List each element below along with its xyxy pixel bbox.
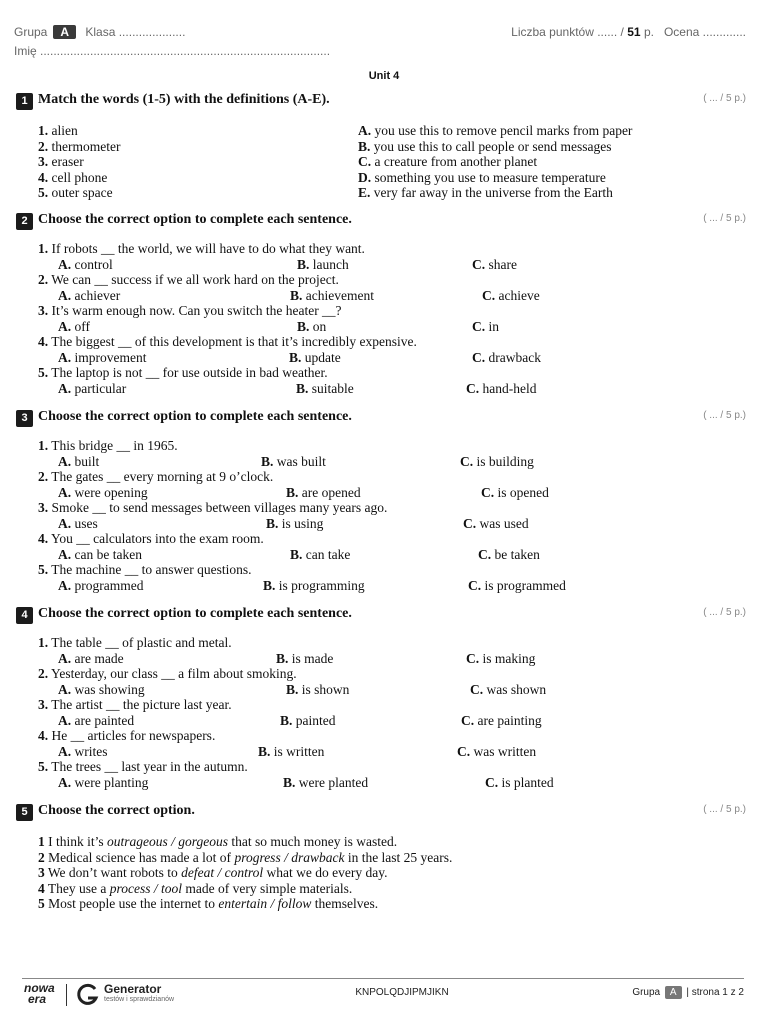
section-title: Choose the correct option. bbox=[38, 803, 195, 818]
question-text: 1. If robots __ the world, we will have to do what they want. bbox=[38, 241, 365, 256]
question bbox=[16, 272, 746, 303]
option-b: B. launch bbox=[297, 257, 349, 272]
option-a: A. uses bbox=[58, 516, 98, 531]
option-a: A. built bbox=[58, 454, 100, 469]
option-c: C. share bbox=[472, 257, 517, 272]
question bbox=[16, 697, 746, 728]
question bbox=[16, 759, 746, 790]
section-3 bbox=[16, 409, 746, 593]
match-definition: E. very far away in the universe from the Earth bbox=[358, 185, 613, 200]
question bbox=[16, 728, 746, 759]
choose-item: 3 We don’t want robots to defeat / control what we do every day. bbox=[38, 865, 388, 880]
section-title: Choose the correct option to complete each sentence. bbox=[38, 212, 352, 227]
question-text: 4. You __ calculators into the exam room. bbox=[38, 531, 264, 546]
question bbox=[16, 365, 746, 396]
match-word: 2. thermometer bbox=[38, 138, 121, 154]
option-c: C. hand-held bbox=[466, 381, 537, 396]
option-c: C. in bbox=[472, 319, 500, 334]
match-word: 1. alien bbox=[38, 123, 78, 138]
section-number: 2 bbox=[16, 213, 33, 230]
match-word: 5. outer space bbox=[38, 185, 113, 200]
section-points: ( ... / 5 p.) bbox=[703, 93, 746, 104]
option-a: A. improvement bbox=[58, 350, 147, 365]
option-a: A. are made bbox=[58, 651, 124, 666]
section-header bbox=[16, 212, 746, 230]
option-c: C. was written bbox=[457, 744, 537, 759]
option-b: B. were planted bbox=[283, 775, 369, 790]
question bbox=[16, 334, 746, 365]
option-c: C. are painting bbox=[461, 713, 542, 728]
page-indicator: Grupa A | strona 1 z 2 bbox=[632, 987, 744, 998]
option-b: B. achievement bbox=[290, 288, 374, 303]
section-header bbox=[16, 803, 746, 821]
option-b: B. was built bbox=[261, 454, 326, 469]
option-b: B. are opened bbox=[286, 485, 361, 500]
question-text: 1. The table __ of plastic and metal. bbox=[38, 635, 232, 650]
question-text: 2. The gates __ every morning at 9 o’clock. bbox=[38, 469, 274, 484]
option-c: C. be taken bbox=[478, 547, 540, 562]
question bbox=[16, 241, 746, 272]
section-1 bbox=[16, 92, 746, 201]
section-header bbox=[16, 409, 746, 427]
grade-label: Ocena ............. bbox=[663, 25, 746, 39]
question bbox=[16, 531, 746, 562]
generator-logo-text: Generator testów i sprawdzianów bbox=[104, 982, 175, 1003]
option-a: A. was showing bbox=[58, 682, 145, 697]
section-number: 3 bbox=[16, 410, 33, 427]
question-text: 5. The machine __ to answer questions. bbox=[38, 562, 252, 577]
choose-item: 4 They use a process / tool made of very simple materials. bbox=[38, 880, 353, 896]
group-label: Grupa bbox=[14, 25, 48, 39]
option-b: B. is shown bbox=[286, 682, 350, 697]
question bbox=[16, 635, 746, 666]
question bbox=[16, 469, 746, 500]
option-c: C. is programmed bbox=[468, 578, 566, 593]
match-definition: D. something you use to measure temperature bbox=[358, 169, 606, 185]
question-list bbox=[16, 635, 746, 790]
page-group-badge: A bbox=[665, 986, 682, 999]
question-text: 4. The biggest __ of this development is that it’s incredibly expensive. bbox=[38, 334, 417, 349]
match-row bbox=[16, 123, 746, 139]
option-b: B. is using bbox=[266, 516, 324, 531]
option-b: B. on bbox=[297, 319, 327, 334]
option-a: A. can be taken bbox=[58, 547, 142, 562]
nowa-era-logo: nowa era bbox=[24, 981, 55, 1006]
option-b: B. is programming bbox=[263, 578, 365, 593]
option-a: A. off bbox=[58, 319, 90, 334]
section-points: ( ... / 5 p.) bbox=[703, 410, 746, 421]
question-text: 5. The laptop is not __ for use outside in bad weather. bbox=[38, 365, 328, 380]
option-b: B. suitable bbox=[296, 381, 354, 396]
section-title: Match the words (1-5) with the definitions (A-E). bbox=[38, 92, 330, 107]
header-group-class bbox=[14, 25, 185, 39]
choose-item: 5 Most people use the internet to entertain / follow themselves. bbox=[38, 896, 379, 911]
section-points: ( ... / 5 p.) bbox=[703, 804, 746, 815]
question-list bbox=[16, 241, 746, 396]
option-c: C. was used bbox=[463, 516, 529, 531]
option-a: A. writes bbox=[58, 744, 108, 759]
match-definition: B. you use this to call people or send messages bbox=[358, 138, 612, 154]
option-a: A. particular bbox=[58, 381, 127, 396]
match-list bbox=[16, 123, 746, 201]
question bbox=[16, 303, 746, 334]
question bbox=[16, 562, 746, 593]
option-c: C. is building bbox=[460, 454, 534, 469]
question-text: 1. This bridge __ in 1965. bbox=[38, 438, 178, 453]
question-text: 2. We can __ success if we all work hard on the project. bbox=[38, 272, 339, 287]
match-row bbox=[16, 185, 746, 201]
choose-item: 1 I think it’s outrageous / gorgeous that so much money is wasted. bbox=[38, 834, 398, 849]
match-row bbox=[16, 170, 746, 186]
question-text: 3. Smoke __ to send messages between villages many years ago. bbox=[38, 500, 388, 515]
section-number: 5 bbox=[16, 804, 33, 821]
option-b: B. can take bbox=[290, 547, 351, 562]
section-5 bbox=[16, 803, 746, 912]
question bbox=[16, 666, 746, 697]
option-a: A. were planting bbox=[58, 775, 149, 790]
option-b: B. update bbox=[289, 350, 341, 365]
match-word: 4. cell phone bbox=[38, 169, 108, 185]
question-text: 2. Yesterday, our class __ a film about smoking. bbox=[38, 666, 297, 681]
document-code: KNPOLQDJIPMJIKN bbox=[355, 987, 449, 998]
option-b: B. painted bbox=[280, 713, 336, 728]
question-text: 3. It’s warm enough now. Can you switch the heater __? bbox=[38, 303, 342, 318]
match-row bbox=[16, 139, 746, 155]
choose-item: 2 Medical science has made a lot of progress / drawback in the last 25 years. bbox=[38, 849, 453, 865]
class-label: Klasa .................... bbox=[85, 25, 186, 39]
option-b: B. is made bbox=[276, 651, 334, 666]
option-c: C. was shown bbox=[470, 682, 547, 697]
footer-divider bbox=[22, 978, 744, 979]
question bbox=[16, 500, 746, 531]
option-c: C. is planted bbox=[485, 775, 554, 790]
section-number: 4 bbox=[16, 607, 33, 624]
question-text: 4. He __ articles for newspapers. bbox=[38, 728, 216, 743]
section-number: 1 bbox=[16, 93, 33, 110]
section-header bbox=[16, 606, 746, 624]
group-badge: A bbox=[53, 25, 76, 39]
match-definition: C. a creature from another planet bbox=[358, 154, 538, 169]
question bbox=[16, 438, 746, 469]
match-row bbox=[16, 154, 746, 170]
question-text: 3. The artist __ the picture last year. bbox=[38, 697, 232, 712]
header-points-grade bbox=[511, 25, 746, 39]
section-title: Choose the correct option to complete each sentence. bbox=[38, 409, 352, 424]
option-c: C. is opened bbox=[481, 485, 549, 500]
match-word: 3. eraser bbox=[38, 154, 84, 169]
section-points: ( ... / 5 p.) bbox=[703, 213, 746, 224]
option-a: A. control bbox=[58, 257, 113, 272]
section-points: ( ... / 5 p.) bbox=[703, 607, 746, 618]
section-4 bbox=[16, 606, 746, 790]
option-c: C. drawback bbox=[472, 350, 541, 365]
question-text: 5. The trees __ last year in the autumn. bbox=[38, 759, 248, 774]
option-a: A. achiever bbox=[58, 288, 121, 303]
option-a: A. programmed bbox=[58, 578, 144, 593]
option-a: A. are painted bbox=[58, 713, 135, 728]
points-max: 51 bbox=[627, 25, 641, 39]
choose-list bbox=[16, 834, 746, 912]
section-2 bbox=[16, 212, 746, 396]
points-label: Liczba punktów ...... / bbox=[511, 25, 624, 39]
option-b: B. is written bbox=[258, 744, 325, 759]
option-c: C. achieve bbox=[482, 288, 540, 303]
section-title: Choose the correct option to complete each sentence. bbox=[38, 606, 352, 621]
section-header bbox=[16, 92, 746, 110]
unit-title: Unit 4 bbox=[368, 70, 400, 82]
match-definition: A. you use this to remove pencil marks from paper bbox=[358, 123, 633, 138]
points-unit: p. bbox=[643, 25, 654, 39]
question-list bbox=[16, 438, 746, 593]
option-c: C. is making bbox=[466, 651, 536, 666]
name-field: Imię ....................................................................................... bbox=[14, 44, 331, 58]
option-a: A. were opening bbox=[58, 485, 148, 500]
